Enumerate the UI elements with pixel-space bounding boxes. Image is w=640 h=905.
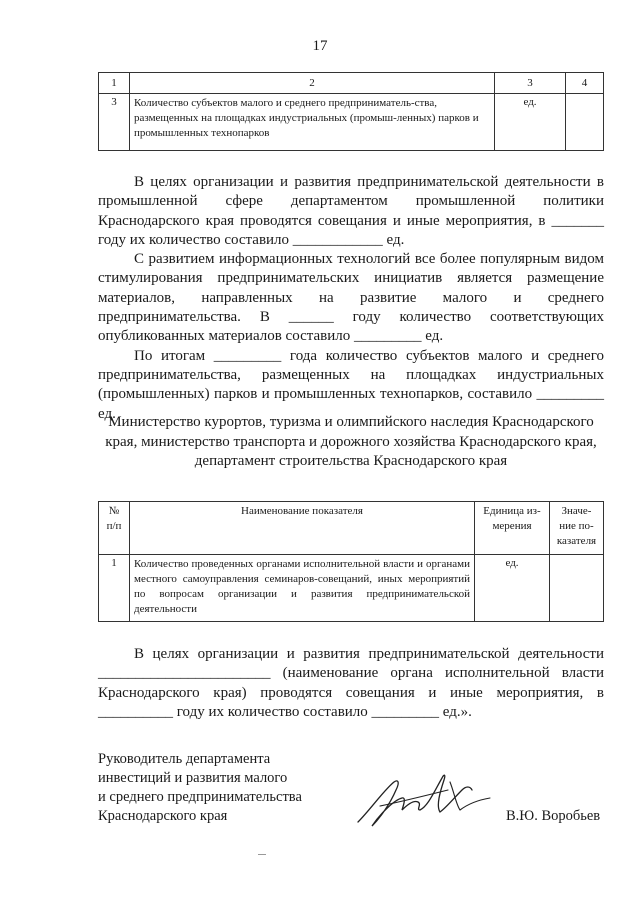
position-line-1: Руководитель департамента [98,751,271,767]
signer-name: В.Ю. Воробьев [506,808,601,824]
row-number: 3 [99,94,130,151]
header-unit: Единица из-мерения [475,502,550,555]
signature-block [98,750,302,826]
position-line-4: Краснодарского края [98,808,228,824]
paragraph-events-template: В целях организации и развития предпринимательской деятельности _______________________ (наименование органа исполнительной власти Краснодарского края) проводятся совещания и иные мероприятия, в __________ году их количество составило _________ ед.». [98,646,604,720]
header-cell-1: 1 [99,73,130,94]
indicator-name: Количество проведенных органами исполнительной власти и органами местного самоуправления семинаров-совещаний, иных мероприятий по вопросам организации и развития предпринимательской деятельности [130,555,475,622]
paragraph-group-2 [98,645,604,722]
header-number: № п/п [99,502,130,555]
indicator-table-1 [98,72,604,151]
indicator-name: Количество субъектов малого и среднего предприниматель-ства, размещенных на площадках индустриальных (промыш-ленных) парков и промышленных технопарков [130,94,495,151]
indicator-unit: ед. [475,555,550,622]
row-number: 1 [99,555,130,622]
header-value: Значе-ние по-казателя [550,502,604,555]
header-indicator-name: Наименование показателя [130,502,475,555]
paragraph-industrial-events: В целях организации и развития предпринимательской деятельности в промышленной сфере департаментом промышленной политики Краснодарского края проводятся совещания и иные мероприятия, в _______ году их количество составило ____________ ед. [98,174,604,248]
table-row [99,94,604,151]
page-number: 17 [312,38,328,54]
position-line-3: и среднего предпринимательства [98,789,302,805]
table-header-row [99,502,604,555]
page-mark [258,854,266,855]
ministry-heading: Министерство курортов, туризма и олимпийского наследия Краснодарского края, министерство транспорта и дорожного хозяйства Краснодарского края, департамент строительства Краснодарского края [105,414,597,469]
table-row [99,555,604,622]
table-header-row [99,73,604,94]
indicator-value [550,555,604,622]
header-cell-3: 3 [495,73,566,94]
paragraph-industrial-parks: По итогам _________ года количество субъектов малого и среднего предпринимательства, размещенных на площадках индустриальных (промышленных) парков и промышленных технопарков, составило _________ ед. [98,347,604,422]
handwritten-signature [350,760,500,840]
position-line-2: инвестиций и развития малого [98,770,288,786]
header-cell-4: 4 [566,73,604,94]
paragraph-group-1 [98,173,604,424]
indicator-unit: ед. [495,94,566,151]
header-cell-2: 2 [130,73,495,94]
indicator-table-2 [98,501,604,622]
indicator-value [566,94,604,151]
paragraph-publications: С развитием информационных технологий все более популярным видом стимулирования предпринимательских инициатив является размещение материалов, направленных на развитие малого и среднего предпринимательства. В ______ году количество соответствующих опубликованных материалов составило _________ ед. [98,251,604,345]
